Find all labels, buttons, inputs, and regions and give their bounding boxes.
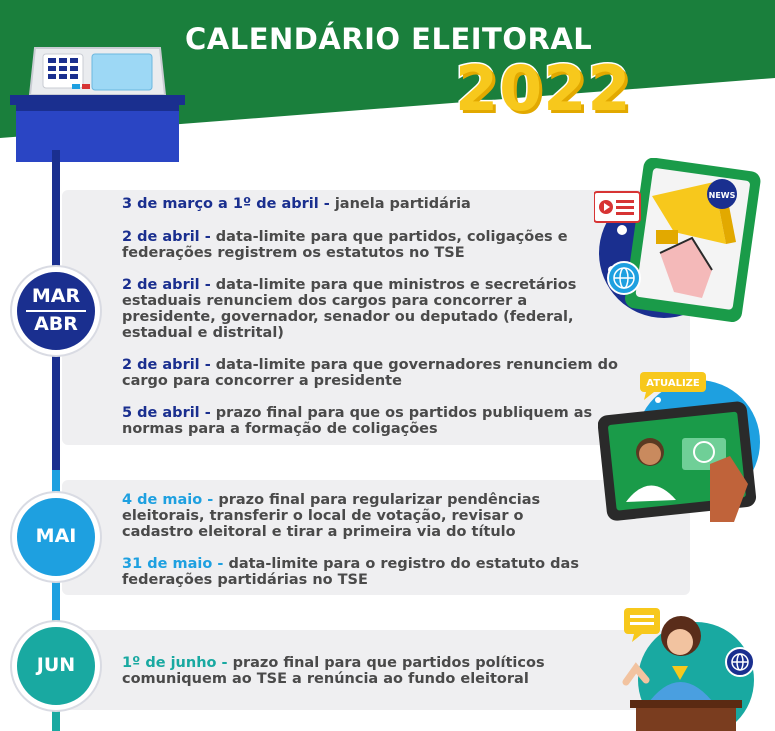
entry-text: janela partidária — [329, 196, 471, 212]
video-player-icon — [598, 372, 768, 532]
entry-date: 5 de abril - — [122, 405, 211, 421]
page-title: CALENDÁRIO ELEITORAL — [185, 22, 593, 56]
month-badge-mar-abr — [12, 267, 100, 355]
entry-text: data-limite para que partidos, coligações e federações registrem os estatutos no TSE — [122, 229, 568, 261]
entry-date: 2 de abril - — [122, 229, 211, 245]
entry-text: prazo final para que partidos políticos comuniquem ao TSE a renúncia ao fundo eleitoral — [122, 655, 545, 687]
month-badge-jun — [12, 622, 100, 710]
entry-date: 2 de abril - — [122, 277, 211, 293]
entry-date: 1º de junho - — [122, 655, 228, 671]
entry-date: 4 de maio - — [122, 492, 214, 508]
month-label-abr: ABR — [34, 313, 78, 335]
month-label-mar: MAR — [31, 285, 81, 308]
entry-text: prazo final para regularizar pendências eleitorais, transferir o local de votação, revisar o cadastro eleitoral e tirar a primeira via do título — [122, 492, 541, 540]
month-badge-mai — [12, 493, 100, 581]
entry-date: 2 de abril - — [122, 357, 211, 373]
atualize-badge: ATUALIZE — [646, 378, 700, 389]
entry-text: data-limite para o registro do estatuto das federações partidárias no TSE — [122, 556, 579, 588]
entry-text: data-limite para que ministros e secretários estaduais renunciem dos cargos para concorrer a presidente, governador, senador ou deputado (federal, estadual e distrital) — [122, 277, 577, 341]
chat-bubble-icon — [596, 600, 766, 731]
entry-janela-partidaria — [122, 196, 592, 212]
entry-text: data-limite para que governadores renunciem do cargo para concorrer a presidente — [122, 357, 618, 389]
entry-registro-federacoes — [122, 556, 612, 588]
entry-date: 31 de maio - — [122, 556, 224, 572]
entry-regularizar-pendencias — [122, 492, 572, 540]
entry-normas-coligacoes — [122, 405, 597, 437]
month-divider — [26, 310, 86, 312]
news-badge: NEWS — [708, 191, 736, 200]
entry-text: prazo final para que os partidos publiquem as normas para a formação de coligações — [122, 405, 593, 437]
month-label-jun: JUN — [36, 654, 76, 677]
entry-renuncia-fundo — [122, 655, 582, 687]
entry-registro-estatutos — [122, 229, 592, 261]
megaphone-icon — [594, 158, 764, 326]
month-label-mai: MAI — [35, 525, 77, 548]
entry-renuncia-governadores — [122, 357, 622, 389]
entry-date: 3 de março a 1º de abril - — [122, 196, 330, 212]
page-year: 2022 — [455, 52, 632, 125]
ballot-box-icon — [10, 40, 185, 162]
entry-renuncia-ministros — [122, 277, 600, 341]
